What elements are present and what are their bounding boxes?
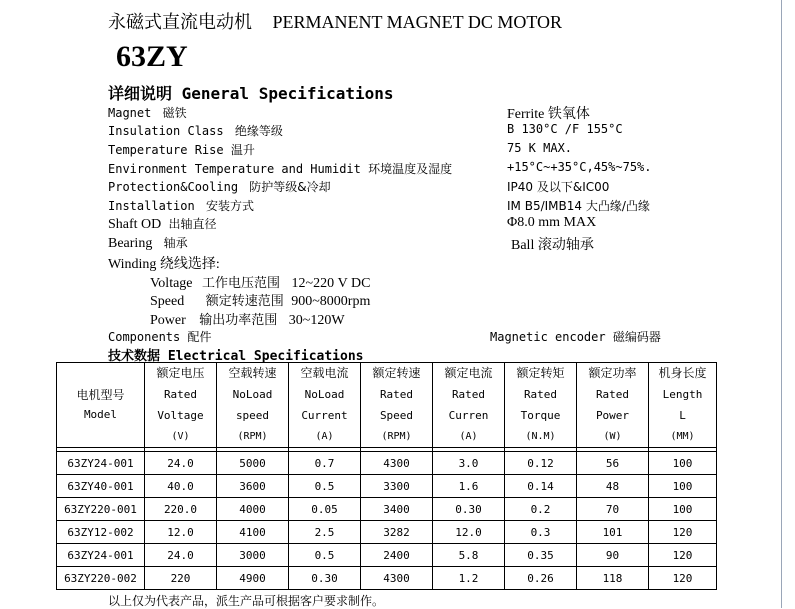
header-model: 电机型号 Model xyxy=(57,363,145,448)
general-spec-title: 详细说明 General Specifications xyxy=(108,84,394,103)
header-noload-speed: 空载转速 NoLoad speed (RPM) xyxy=(217,363,289,448)
spec-insulation-value: B 130°C /F 155°C xyxy=(507,122,623,136)
winding-speed: Speed 额定转速范围 900~8000rpm xyxy=(150,294,371,309)
spec-bearing-value: Ball 滚动轴承 xyxy=(511,238,594,253)
spec-protection-value: IP40 及以下&IC00 xyxy=(507,180,610,194)
table-row: 63ZY24-001 24.0 3000 0.5 2400 5.8 0.35 90 120 xyxy=(57,544,717,567)
window-edge-line xyxy=(781,0,782,608)
table-row: 63ZY12-002 12.0 4100 2.5 3282 12.0 0.3 101 120 xyxy=(57,521,717,544)
spec-insulation-label: Insulation Class 绝缘等级 xyxy=(108,124,283,138)
model-title: 63ZY xyxy=(116,40,188,73)
spec-magnet-value: Ferrite 铁氧体 xyxy=(507,107,590,122)
header-rated-torque: 额定转矩 Rated Torque (N.M) xyxy=(505,363,577,448)
table-row: 63ZY220-002 220 4900 0.30 4300 1.2 0.26 118 120 xyxy=(57,567,717,590)
spec-bearing-label: Bearing 轴承 xyxy=(108,236,188,251)
spec-installation-value: IM B5/IMB14 大凸缘/凸缘 xyxy=(507,199,650,213)
winding-power: Power 输出功率范围 30~120W xyxy=(150,313,345,328)
header-title-cn: 永磁式直流电动机 xyxy=(108,12,252,33)
spec-protection-label: Protection&Cooling 防护等级&冷却 xyxy=(108,180,331,194)
table-row: 63ZY24-001 24.0 5000 0.7 4300 3.0 0.12 56 100 xyxy=(57,452,717,475)
spec-shaft-label: Shaft OD 出轴直径 xyxy=(108,217,217,232)
header-title-en: PERMANENT MAGNET DC MOTOR xyxy=(272,12,563,32)
electrical-spec-table xyxy=(56,362,717,590)
table-row: 63ZY40-001 40.0 3600 0.5 3300 1.6 0.14 48 100 xyxy=(57,475,717,498)
spec-magnet-label: Magnet 磁铁 xyxy=(108,106,187,120)
footer-note: 以上仅为代表产品，派生产品可根据客户要求制作。 xyxy=(108,594,385,608)
header-rated-voltage: 额定电压 Rated Voltage (V) xyxy=(145,363,217,448)
components-value: Magnetic encoder 磁编码器 xyxy=(490,330,661,344)
table-header-row xyxy=(57,363,717,448)
winding-voltage: Voltage 工作电压范围 12~220 V DC xyxy=(150,276,371,291)
header-rated-power: 额定功率 Rated Power (W) xyxy=(577,363,649,448)
spec-temp-rise-value: 75 K MAX. xyxy=(507,141,573,155)
header-length: 机身长度 Length L (MM) xyxy=(649,363,717,448)
header-rated-speed: 额定转速 Rated Speed (RPM) xyxy=(361,363,433,448)
winding-label: Winding 绕线选择: xyxy=(108,257,220,272)
spec-temp-rise-label: Temperature Rise 温升 xyxy=(108,143,255,157)
spec-shaft-value: Φ8.0 mm MAX xyxy=(507,215,597,230)
header-noload-current: 空载电流 NoLoad Current (A) xyxy=(289,363,361,448)
electrical-spec-title: 技术数据 Electrical Specifications xyxy=(108,349,364,364)
spec-environment-value: +15°C~+35°C,45%~75%. xyxy=(507,160,652,174)
spec-installation-label: Installation 安装方式 xyxy=(108,199,254,213)
table-row: 63ZY220-001 220.0 4000 0.05 3400 0.30 0.2 70 100 xyxy=(57,498,717,521)
header-rated-current: 额定电流 Rated Curren (A) xyxy=(433,363,505,448)
spec-environment-label: Environment Temperature and Humidit 环境温度及湿度 xyxy=(108,162,453,176)
page-header xyxy=(108,8,562,34)
components-label: Components 配件 xyxy=(108,330,212,344)
